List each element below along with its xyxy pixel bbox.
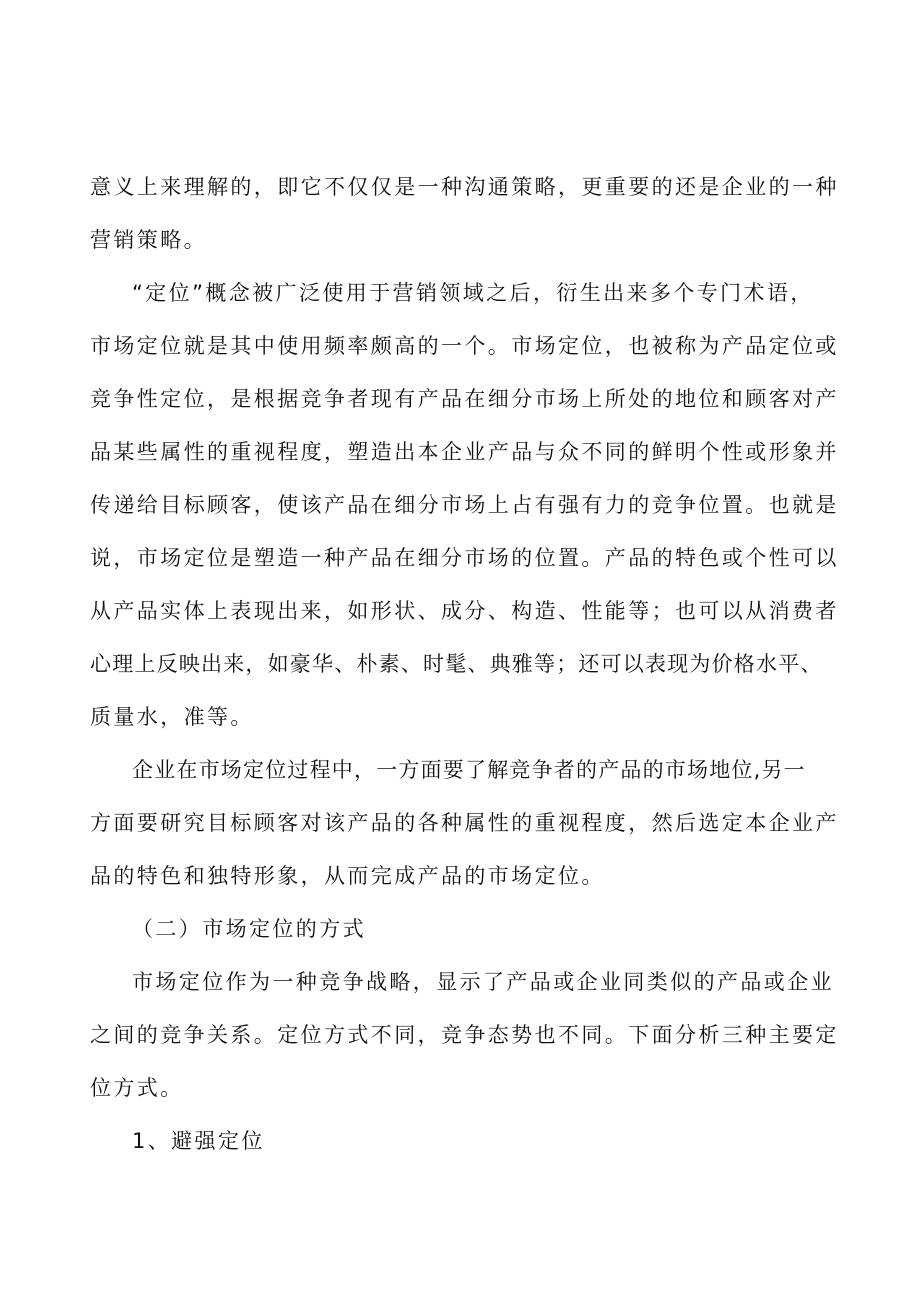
text-line: “定位”概念被广泛使用于营销领域之后，衍生出来多个专门术语，	[132, 281, 814, 305]
text-line: 质量水，准等。	[90, 705, 254, 729]
text-line: 意义上来理解的，即它不仅仅是一种沟通策略，更重要的还是企业的一种	[90, 175, 839, 199]
text-line: 之间的竞争关系。定位方式不同，竞争态势也不同。下面分析三种主要定	[90, 1023, 839, 1047]
text-line: 说，市场定位是塑造一种产品在细分市场的位置。产品的特色或个性可以	[90, 546, 839, 570]
text-line: 营销策略。	[90, 228, 207, 252]
section-heading: （二）市场定位的方式	[132, 917, 366, 941]
text-line: 心理上反映出来，如豪华、朴素、时髦、典雅等；还可以表现为价格水平、	[90, 652, 823, 676]
text-line: 市场定位就是其中使用频率颇高的一个。市场定位，也被称为产品定位或	[90, 334, 839, 358]
text-line: 传递给目标顾客，使该产品在细分市场上占有强有力的竞争位置。也就是	[90, 493, 839, 517]
text-line: 从产品实体上表现出来，如形状、成分、构造、性能等；也可以从消费者	[90, 599, 839, 623]
text-line: 方面要研究目标顾客对该产品的各种属性的重视程度，然后选定本企业产	[90, 811, 839, 835]
text-line: 品某些属性的重视程度，塑造出本企业产品与众不同的鲜明个性或形象并	[90, 440, 839, 464]
text-line: 企业在市场定位过程中，一方面要了解竞争者的产品的市场地位,另一	[132, 758, 806, 782]
text-line: 品的特色和独特形象，从而完成产品的市场定位。	[90, 864, 605, 888]
text-line: 市场定位作为一种竞争战略，显示了产品或企业同类似的产品或企业	[132, 970, 834, 994]
text-line: 竞争性定位，是根据竞争者现有产品在细分市场上所处的地位和顾客对产	[90, 387, 839, 411]
text-line: 位方式。	[90, 1076, 184, 1100]
subsection-heading: 1、避强定位	[132, 1129, 265, 1153]
